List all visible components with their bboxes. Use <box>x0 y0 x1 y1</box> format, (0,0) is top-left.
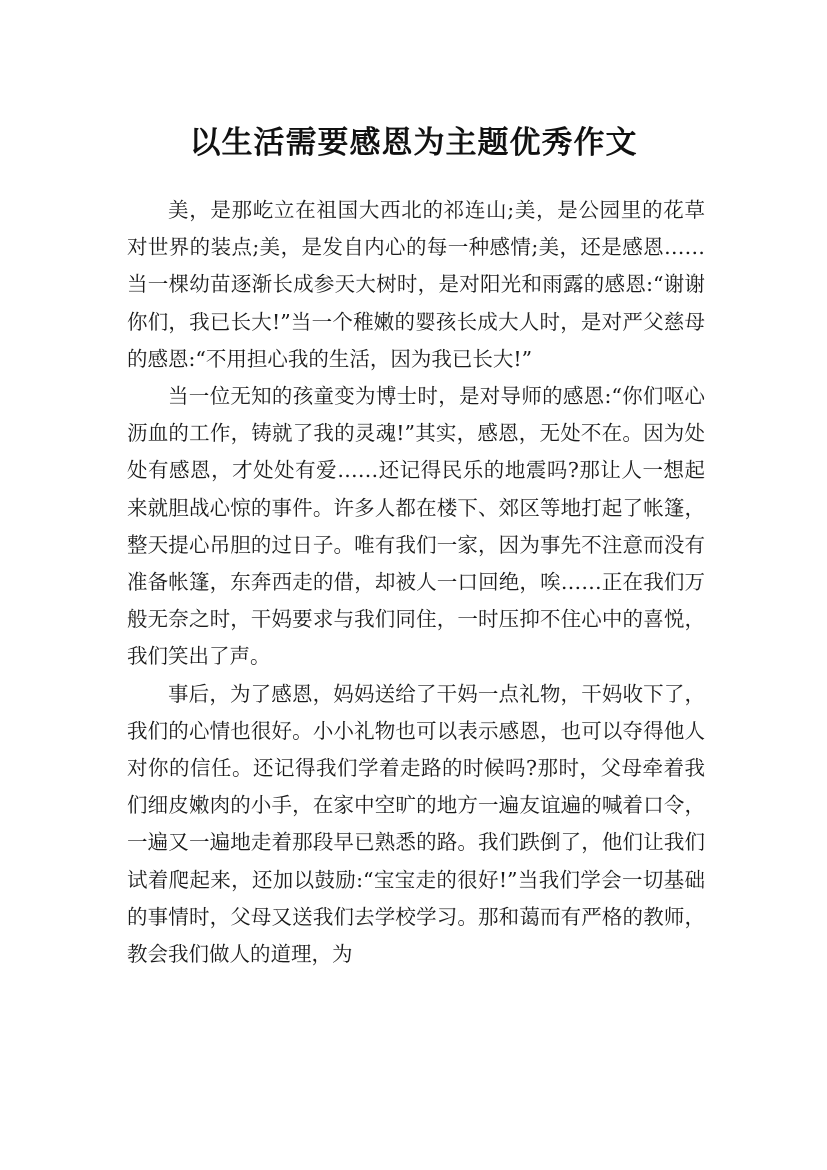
document-title: 以生活需要感恩为主题优秀作文 <box>189 124 638 161</box>
paragraph-3: 事后，为了感恩，妈妈送给了干妈一点礼物，干妈收下了，我们的心情也很好。小小礼物也可以表示感恩，也可以夺得他人对你的信任。还记得我们学着走路的时候吗?那时，父母牵着我们细皮嫩肉的小手，在家中空旷的地方一遍友谊遍的喊着口令，一遍又一遍地走着那段早已熟悉的路。我们跌倒了，他们让我们试着爬起来，还加以鼓励:“宝宝走的很好!”当我们学会一切基础的事情时，父母又送我们去学校学习。那和蔼而有严格的教师，教会我们做人的道理，为 <box>127 681 705 967</box>
document-body <box>127 192 705 973</box>
paragraph-2: 当一位无知的孩童变为博士时，是对导师的感恩:“你们呕心沥血的工作，铸就了我的灵魂!”其实，感恩，无处不在。因为处处有感恩，才处处有爱……还记得民乐的地震吗?那让人一想起来就胆战心惊的事件。许多人都在楼下、郊区等地打起了帐篷，整天提心吊胆的过日子。唯有我们一家，因为事先不注意而没有准备帐篷，东奔西走的借，却被人一口回绝，唉……正在我们万般无奈之时，干妈要求与我们同住，一时压抑不住心中的喜悦，我们笑出了声。 <box>127 384 705 669</box>
paragraph-1: 美，是那屹立在祖国大西北的祁连山;美，是公园里的花草对世界的装点;美，是发自内心的每一种感情;美，还是感恩……当一棵幼苗逐渐长成参天大树时，是对阳光和雨露的感恩:“谢谢你们，我已长大!”当一个稚嫩的婴孩长成大人时，是对严父慈母的感恩:“不用担心我的生活，因为我已长大!” <box>127 198 705 371</box>
